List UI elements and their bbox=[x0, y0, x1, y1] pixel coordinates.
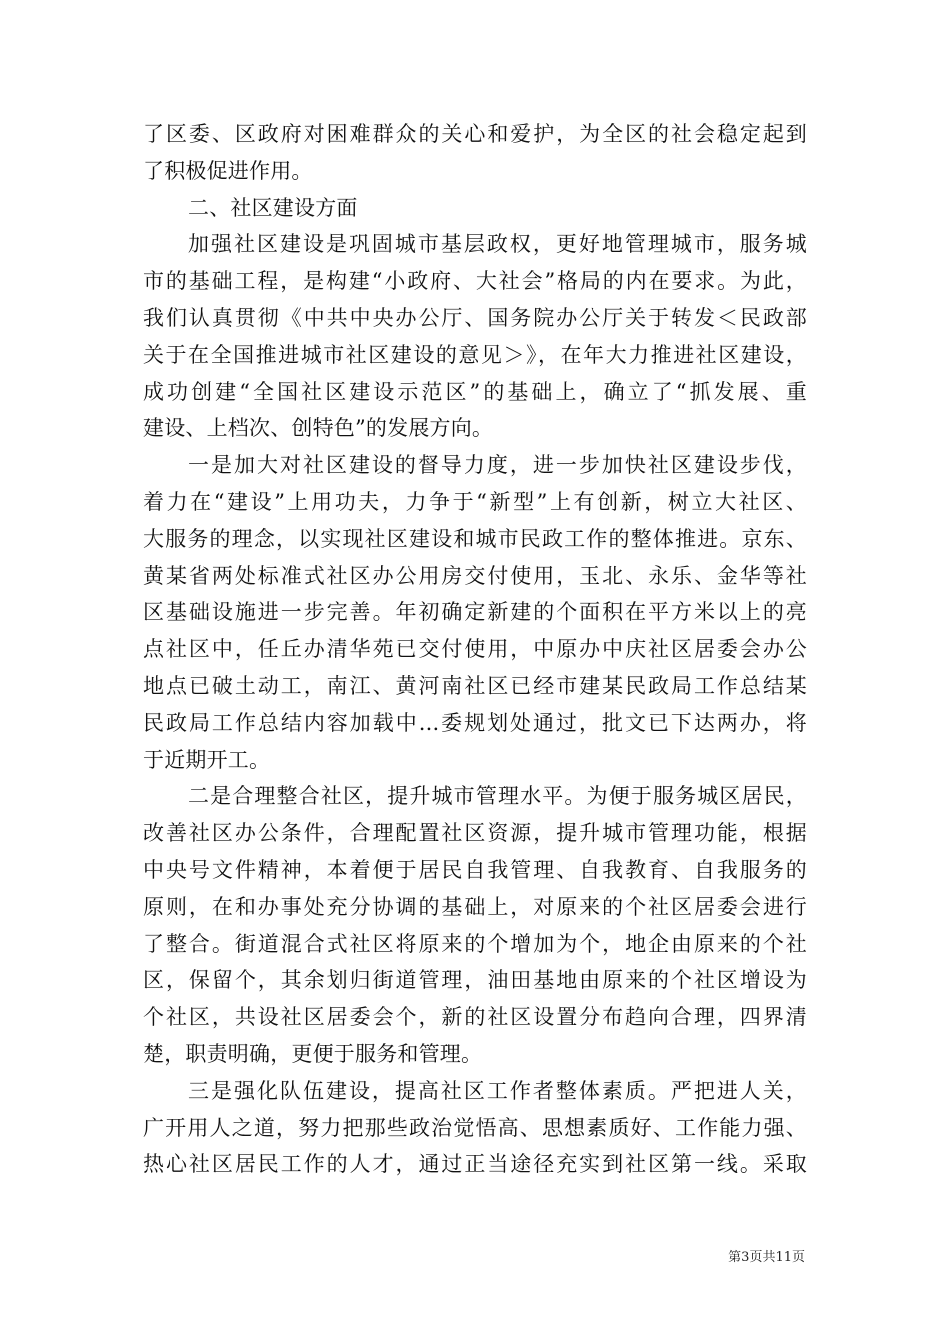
text-line: 区基础设施进一步完善。年初确定新建的个面积在平方米以上的亮 bbox=[143, 600, 807, 625]
text-line: 楚，职责明确，更便于服务和管理。 bbox=[143, 1041, 483, 1066]
text-line: 了积极促进作用。 bbox=[143, 158, 313, 183]
text-line: 区，保留个，其余划归街道管理，油田基地由原来的个社区增设为 bbox=[143, 968, 807, 993]
text-line: 成功创建“全国社区建设示范区”的基础上，确立了“抓发展、重 bbox=[143, 379, 807, 404]
text-line: 黄某省两处标准式社区办公用房交付使用，玉北、永乐、金华等社 bbox=[143, 563, 807, 588]
text-line: 原则，在和办事处充分协调的基础上，对原来的个社区居委会进行 bbox=[143, 894, 807, 919]
text-line: 广开用人之道，努力把那些政治觉悟高、思想素质好、工作能力强、 bbox=[143, 1115, 807, 1140]
page-number-label: 第3页共11页 bbox=[728, 1250, 805, 1265]
text-line: 我们认真贯彻《中共中央办公厅、国务院办公厅关于转发＜民政部 bbox=[143, 305, 807, 330]
text-line: 改善社区办公条件，合理配置社区资源，提升城市管理功能，根据 bbox=[143, 821, 807, 846]
text-line: 一是加大对社区建设的督导力度，进一步加快社区建设步伐， bbox=[188, 453, 807, 478]
text-line: 了区委、区政府对困难群众的关心和爱护，为全区的社会稳定起到 bbox=[143, 122, 807, 146]
text-line: 地点已破土动工，南江、黄河南社区已经市建某民政局工作总结某 bbox=[143, 673, 807, 698]
text-line: 三是强化队伍建设，提高社区工作者整体素质。严把进人关， bbox=[188, 1078, 807, 1103]
text-line: 热心社区居民工作的人才，通过正当途径充实到社区第一线。采取 bbox=[143, 1152, 807, 1177]
text-line: 了整合。街道混合式社区将原来的个增加为个，地企由原来的个社 bbox=[143, 931, 807, 956]
text-line: 中央号文件精神，本着便于居民自我管理、自我教育、自我服务的 bbox=[143, 857, 807, 882]
page-number-footer bbox=[728, 1246, 805, 1265]
text-line: 个社区，共设社区居委会个，新的社区设置分布趋向合理，四界清 bbox=[143, 1005, 807, 1030]
text-line: 大服务的理念，以实现社区建设和城市民政工作的整体推进。京东、 bbox=[143, 526, 807, 551]
text-line: 建设、上档次、创特色”的发展方向。 bbox=[143, 416, 494, 441]
section-heading: 二、社区建设方面 bbox=[188, 195, 358, 220]
text-line: 民政局工作总结内容加载中...委规划处通过，批文已下达两办，将 bbox=[143, 710, 807, 735]
text-line: 着力在“建设”上用功夫，力争于“新型”上有创新，树立大社区、 bbox=[143, 489, 807, 514]
text-line: 二是合理整合社区，提升城市管理水平。为便于服务城区居民， bbox=[188, 784, 807, 809]
text-line: 加强社区建设是巩固城市基层政权，更好地管理城市，服务城 bbox=[188, 232, 807, 257]
text-line: 点社区中，任丘办清华苑已交付使用，中原办中庆社区居委会办公 bbox=[143, 637, 807, 662]
body-text bbox=[143, 116, 807, 1183]
text-line: 于近期开工。 bbox=[143, 747, 271, 772]
text-line: 市的基础工程，是构建“小政府、大社会”格局的内在要求。为此， bbox=[143, 269, 807, 294]
text-line: 关于在全国推进城市社区建设的意见＞》，在年大力推进社区建设， bbox=[143, 342, 807, 367]
